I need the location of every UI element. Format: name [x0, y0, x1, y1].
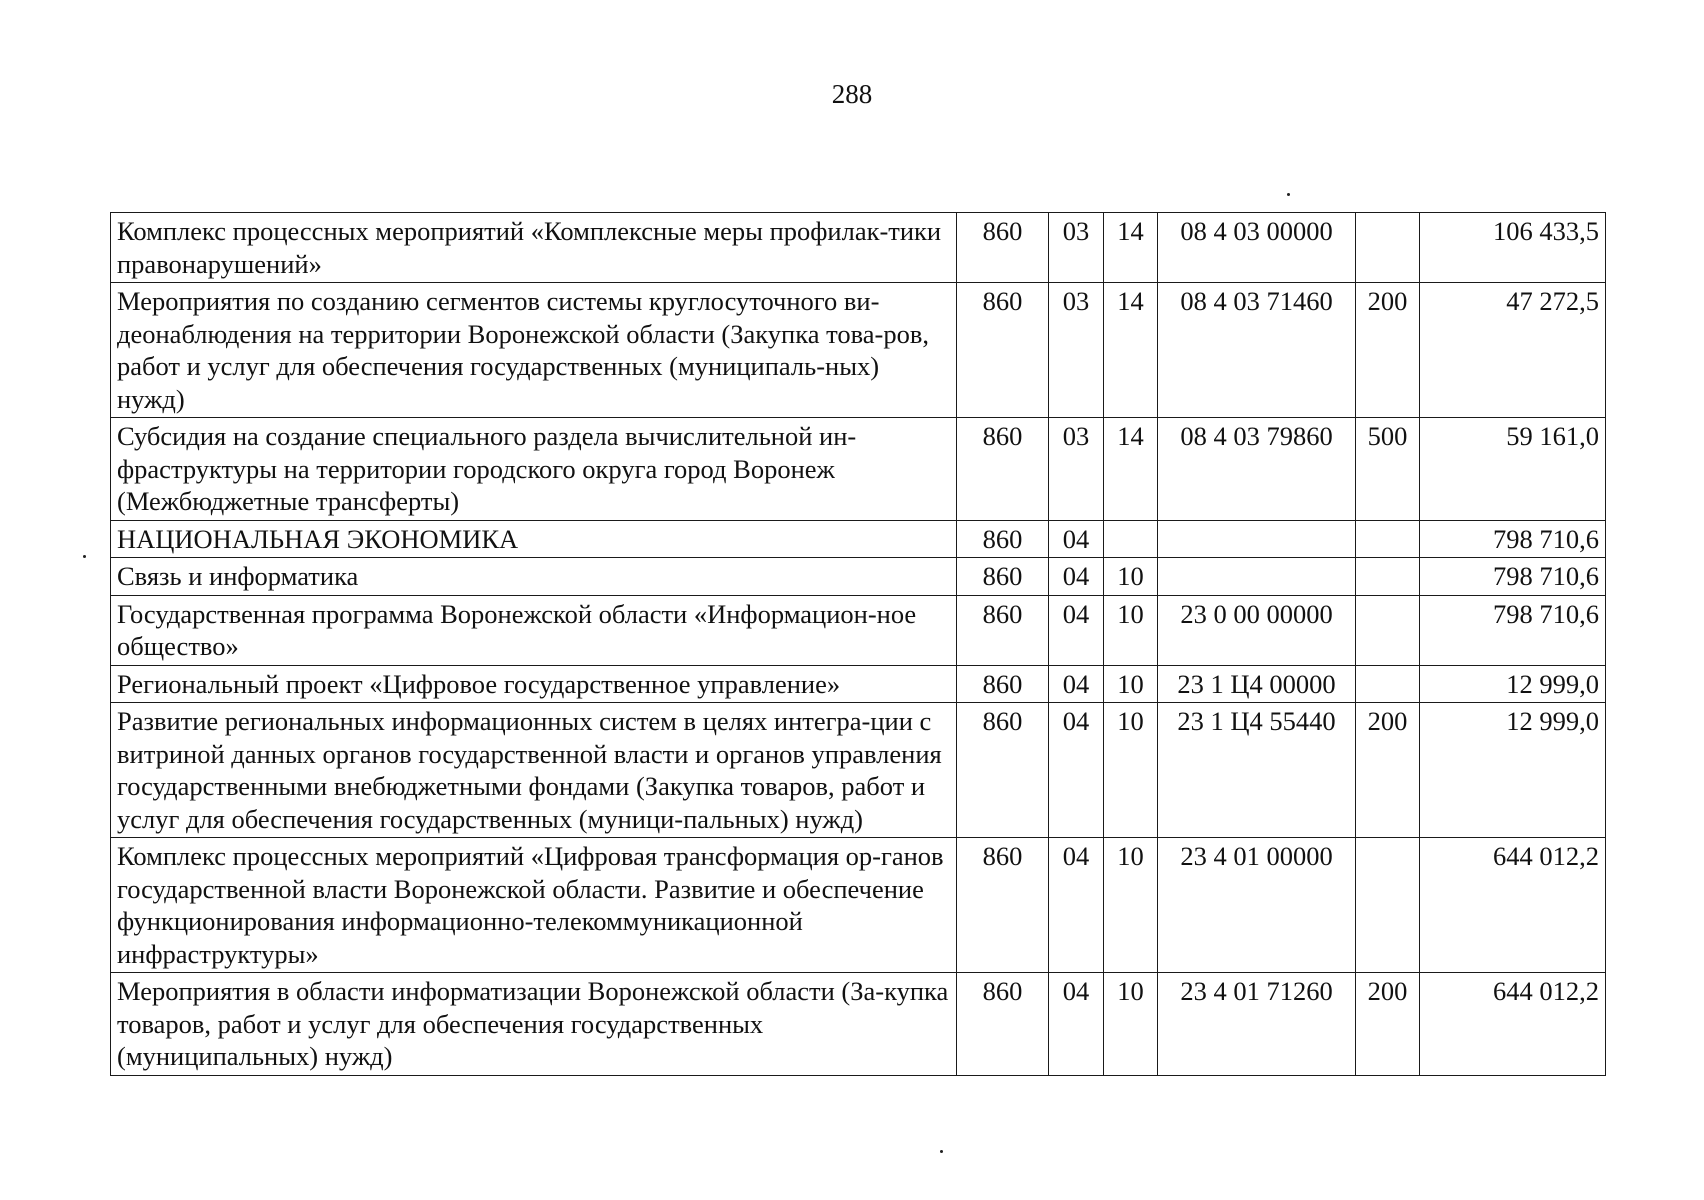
- amount: 12 999,0: [1420, 665, 1606, 703]
- expense-type-code: [1356, 558, 1420, 596]
- amount: 798 710,6: [1420, 520, 1606, 558]
- table-row: [111, 973, 1606, 1076]
- grbs-code: 860: [957, 665, 1049, 703]
- expense-type-code: [1356, 213, 1420, 283]
- section-code: 04: [1049, 665, 1104, 703]
- expense-type-code: 500: [1356, 418, 1420, 521]
- item-name: Региональный проект «Цифровое государственное управление»: [111, 665, 957, 703]
- amount: 644 012,2: [1420, 973, 1606, 1076]
- section-code: 03: [1049, 418, 1104, 521]
- section-code: 03: [1049, 213, 1104, 283]
- item-name: Мероприятия в области информатизации Воронежской области (За-купка товаров, работ и услуг для обеспечения государственных (муниципальных) нужд): [111, 973, 957, 1076]
- item-name: Комплекс процессных мероприятий «Цифровая трансформация ор-ганов государственной власти Воронежской области. Развитие и обеспечение функционирования информационно-телекоммуникационной инфраструктуры»: [111, 838, 957, 973]
- table-row: [111, 703, 1606, 838]
- grbs-code: 860: [957, 213, 1049, 283]
- scan-speck: [1287, 193, 1290, 196]
- table-row: [111, 520, 1606, 558]
- amount: 644 012,2: [1420, 838, 1606, 973]
- item-name: Субсидия на создание специального раздела вычислительной ин-фраструктуры на территории городского округа город Воронеж (Межбюджетные трансферты): [111, 418, 957, 521]
- expense-type-code: 200: [1356, 283, 1420, 418]
- subsection-code: [1104, 520, 1158, 558]
- grbs-code: 860: [957, 838, 1049, 973]
- grbs-code: 860: [957, 558, 1049, 596]
- amount: 47 272,5: [1420, 283, 1606, 418]
- subsection-code: 10: [1104, 665, 1158, 703]
- grbs-code: 860: [957, 418, 1049, 521]
- subsection-code: 10: [1104, 838, 1158, 973]
- item-name: Государственная программа Воронежской области «Информацион-ное общество»: [111, 595, 957, 665]
- grbs-code: 860: [957, 703, 1049, 838]
- scan-speck: [940, 1150, 943, 1153]
- expense-type-code: [1356, 838, 1420, 973]
- item-name: Комплекс процессных мероприятий «Комплексные меры профилак-тики правонарушений»: [111, 213, 957, 283]
- section-code: 04: [1049, 703, 1104, 838]
- subsection-code: 10: [1104, 703, 1158, 838]
- target-article-code: 23 4 01 00000: [1158, 838, 1356, 973]
- target-article-code: 23 0 00 00000: [1158, 595, 1356, 665]
- table-row: [111, 595, 1606, 665]
- grbs-code: 860: [957, 973, 1049, 1076]
- grbs-code: 860: [957, 520, 1049, 558]
- target-article-code: [1158, 520, 1356, 558]
- section-code: 04: [1049, 558, 1104, 596]
- expense-type-code: [1356, 520, 1420, 558]
- grbs-code: 860: [957, 595, 1049, 665]
- subsection-code: 10: [1104, 973, 1158, 1076]
- section-code: 04: [1049, 973, 1104, 1076]
- expense-type-code: 200: [1356, 703, 1420, 838]
- target-article-code: [1158, 558, 1356, 596]
- table-row: [111, 558, 1606, 596]
- item-name: Связь и информатика: [111, 558, 957, 596]
- target-article-code: 23 1 Ц4 55440: [1158, 703, 1356, 838]
- subsection-code: 14: [1104, 213, 1158, 283]
- table-row: [111, 283, 1606, 418]
- target-article-code: 08 4 03 79860: [1158, 418, 1356, 521]
- table-row: [111, 213, 1606, 283]
- target-article-code: 23 1 Ц4 00000: [1158, 665, 1356, 703]
- grbs-code: 860: [957, 283, 1049, 418]
- table-row: [111, 838, 1606, 973]
- subsection-code: 10: [1104, 558, 1158, 596]
- expense-type-code: [1356, 665, 1420, 703]
- item-name: Развитие региональных информационных систем в целях интегра-ции с витриной данных органов государственной власти и органов управления государственными внебюджетными фондами (Закупка товаров, работ и услуг для обеспечения государственных (муници-пальных) нужд): [111, 703, 957, 838]
- section-code: 03: [1049, 283, 1104, 418]
- target-article-code: 08 4 03 00000: [1158, 213, 1356, 283]
- subsection-code: 14: [1104, 418, 1158, 521]
- target-article-code: 08 4 03 71460: [1158, 283, 1356, 418]
- amount: 798 710,6: [1420, 595, 1606, 665]
- amount: 59 161,0: [1420, 418, 1606, 521]
- amount: 106 433,5: [1420, 213, 1606, 283]
- expense-type-code: 200: [1356, 973, 1420, 1076]
- item-name: Мероприятия по созданию сегментов системы круглосуточного ви-деонаблюдения на территории Воронежской области (Закупка това-ров, работ и услуг для обеспечения государственных (муниципаль-ных) нужд): [111, 283, 957, 418]
- table-row: [111, 665, 1606, 703]
- page-number: 288: [831, 79, 873, 109]
- section-code: 04: [1049, 838, 1104, 973]
- scan-speck: [83, 555, 86, 558]
- section-code: 04: [1049, 520, 1104, 558]
- target-article-code: 23 4 01 71260: [1158, 973, 1356, 1076]
- item-name: НАЦИОНАЛЬНАЯ ЭКОНОМИКА: [111, 520, 957, 558]
- section-code: 04: [1049, 595, 1104, 665]
- table-row: [111, 418, 1606, 521]
- expense-type-code: [1356, 595, 1420, 665]
- subsection-code: 14: [1104, 283, 1158, 418]
- budget-table: [110, 212, 1606, 1076]
- subsection-code: 10: [1104, 595, 1158, 665]
- amount: 12 999,0: [1420, 703, 1606, 838]
- amount: 798 710,6: [1420, 558, 1606, 596]
